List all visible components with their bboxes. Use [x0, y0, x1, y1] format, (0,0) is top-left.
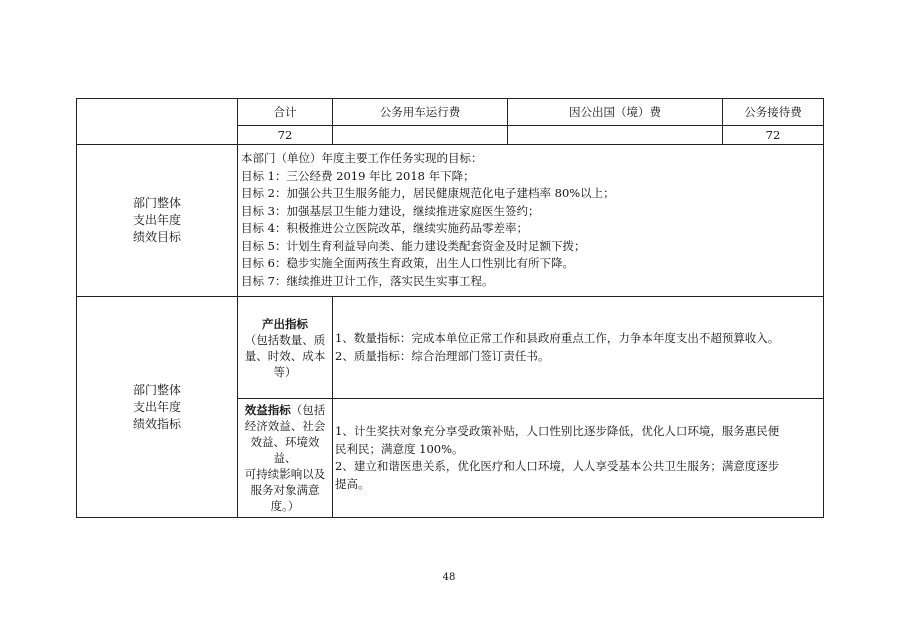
benefit-indicator-desc: 经济效益、社会 [244, 419, 326, 433]
output-indicator-line: 2、质量指标：综合治理部门签订责任书。 [335, 348, 550, 363]
benefit-indicator-desc: 可持续影响以及 [244, 467, 326, 481]
value-total: 72 [238, 126, 333, 145]
benefit-indicator-desc: 效益、环境效益、 [250, 435, 320, 465]
benefit-indicator-line: 1、计生奖扶对象充分享受政策补贴，人口性别比逐步降低，优化人口环境，服务惠民便 [335, 424, 780, 438]
page-number: 48 [442, 572, 456, 583]
indicators-label-line: 支出年度 [132, 399, 181, 414]
benefit-indicator-desc: 服务对象满意 [250, 483, 320, 497]
output-indicator-desc: 量、时效、成本 [244, 348, 326, 363]
benefit-indicator-label [238, 399, 333, 518]
goal-item: 目标 2：加强公共卫生服务能力，居民健康规范化电子建档率 80%以上； [241, 186, 615, 200]
goal-item: 目标 1：三公经费 2019 年比 2018 年下降； [241, 168, 475, 183]
benefit-indicator-content [333, 399, 824, 518]
goal-item: 目标 6：稳步实施全面两孩生育政策，出生人口性别比有所下降。 [241, 256, 574, 270]
benefit-indicator-line: 2、建立和谐医患关系，优化医疗和人口环境，人人享受基本公共卫生服务；满意度逐步 [335, 459, 780, 473]
goal-intro: 本部门（单位）年度主要工作任务实现的目标： [241, 151, 483, 165]
goal-item: 目标 3：加强基层卫生能力建设，继续推进家庭医生签约； [241, 203, 540, 218]
benefit-indicator-line: 民利民；满意度 100%。 [335, 441, 464, 456]
header-total: 合计 [238, 99, 333, 126]
output-indicator-line: 1、数量指标：完成本单位正常工作和县政府重点工作，力争本年度支出不超预算收入。 [335, 331, 780, 345]
goal-item: 目标 7：继续推进卫计工作，落实民生实事工程。 [241, 273, 494, 288]
header-reception-cost: 公务接待费 [723, 99, 824, 126]
benefit-indicator-desc: 度。） [270, 499, 300, 513]
output-indicator-desc: 等） [273, 364, 297, 379]
output-indicator-desc: （包括数量、质 [244, 332, 326, 347]
goal-item: 目标 5：计划生育利益导向类、能力建设类配套资金及时足额下拨； [241, 238, 586, 253]
value-overseas-cost [508, 126, 723, 145]
benefit-indicator-line: 提高。 [335, 476, 370, 491]
goal-item: 目标 4：积极推进公立医院改革，继续实施药品零差率； [241, 221, 528, 235]
header-overseas-cost: 因公出国（境）费 [508, 99, 723, 126]
output-indicator-label [238, 297, 333, 399]
goals-label [77, 145, 238, 297]
value-reception-cost: 72 [723, 126, 824, 145]
goals-label-line: 支出年度 [132, 213, 181, 227]
benefit-indicator-title: 效益指标 [244, 403, 291, 417]
header-vehicle-cost: 公务用车运行费 [333, 99, 508, 126]
goals-label-line: 部门整体 [132, 196, 181, 210]
indicators-label-line: 部门整体 [132, 382, 181, 397]
goals-content [238, 145, 824, 297]
indicators-label [77, 297, 238, 518]
performance-table [76, 98, 824, 518]
indicators-label-line: 绩效指标 [132, 416, 181, 431]
blank-label-cell [77, 99, 238, 145]
output-indicator-title: 产出指标 [262, 316, 308, 331]
value-vehicle-cost [333, 126, 508, 145]
goals-label-line: 绩效目标 [132, 230, 181, 244]
output-indicator-content [333, 297, 824, 399]
benefit-indicator-desc: （包括 [290, 403, 326, 417]
